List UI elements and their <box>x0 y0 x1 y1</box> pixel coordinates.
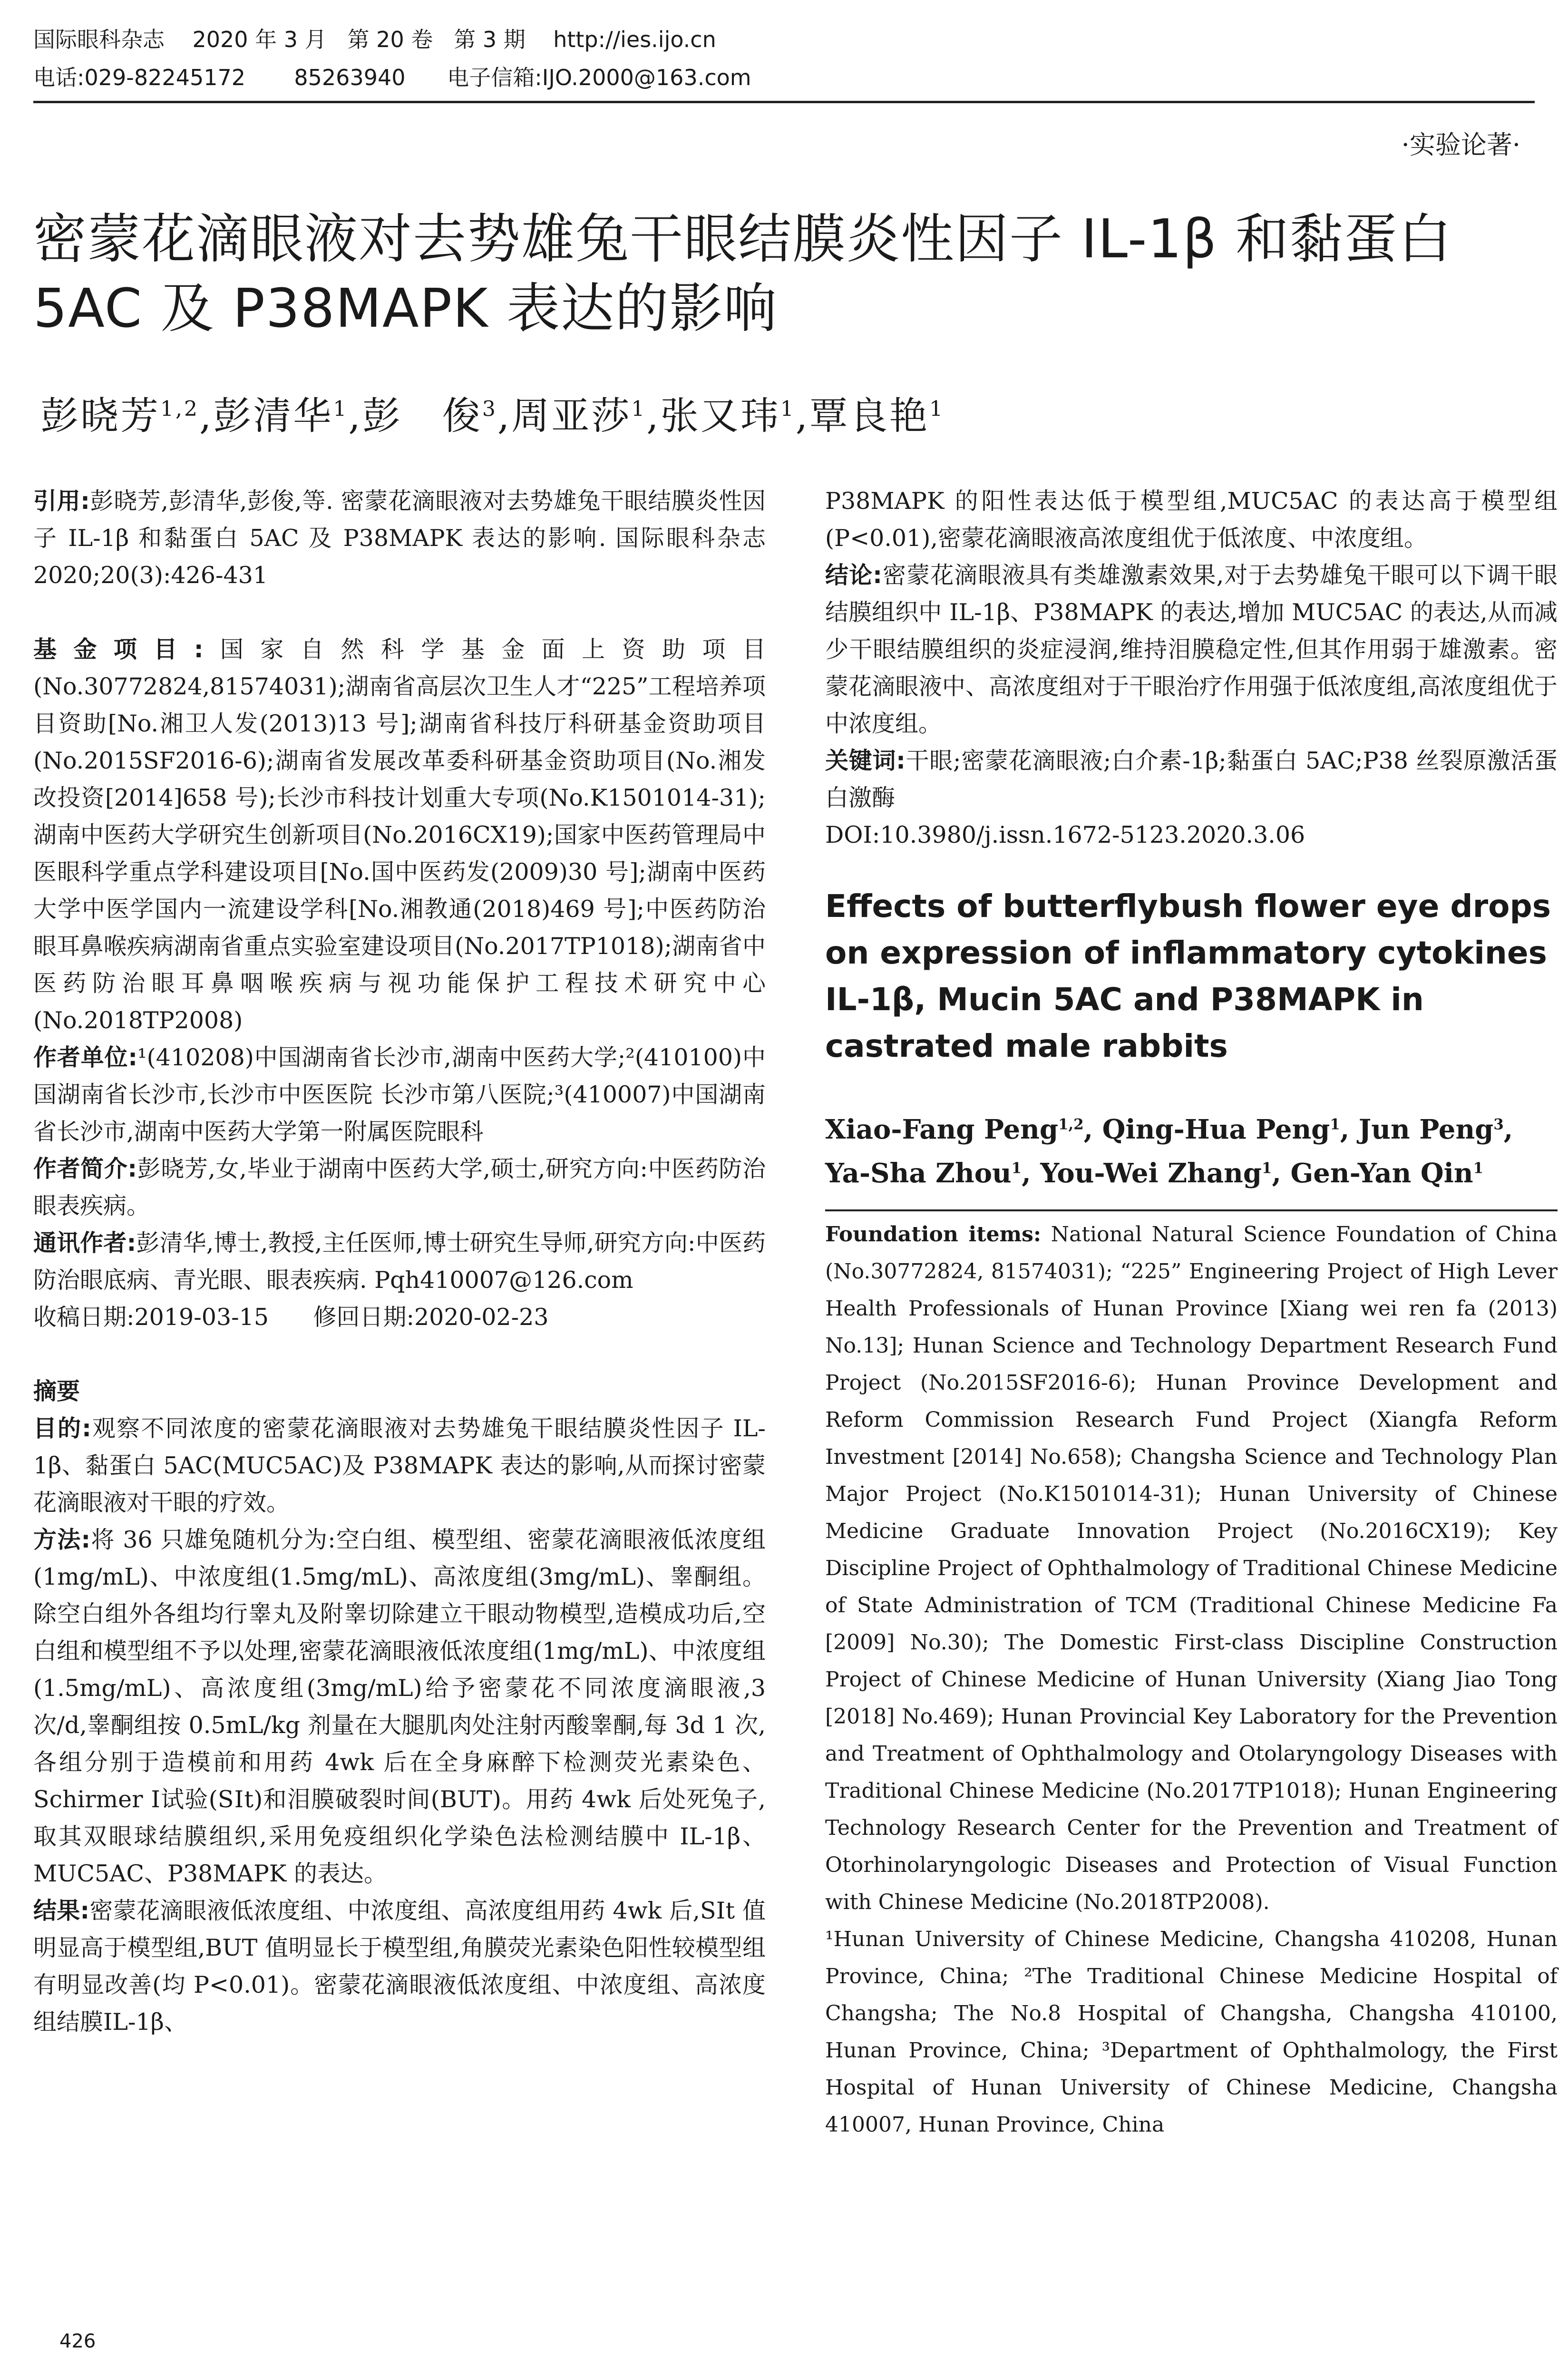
author-cn-affiliation-marker: 1,2 <box>160 397 199 421</box>
citation <box>33 483 766 594</box>
foundation-text: National Natural Science Foundation of China (No.30772824, 81574031); “225” Engineering Project of High Lever Health Professionals of Hunan Province [Xiang wei ren fa (2013) No.13]; Hunan Science and Technology Department Research Fund Project (No.2015SF2016-6); Hunan Province Development and Reform Commission Research Fund Project (Xiangfa Reform Investment [2014] No.658); Changsha Science and Technology Plan Major Project (No.K1501014-31); Hunan University of Chinese Medicine Graduate Innovation Project (No.2016CX19); Key Discipline Project of Ophthalmology of Traditional Chinese Medicine of State Administration of TCM (Traditional Chinese Medicine Fa [2009] No.30); The Domestic First-class Discipline Construction Project of Chinese Medicine of Hunan University (Xiang Jiao Tong [2018] No.469); Hunan Provincial Key Laboratory for the Prevention and Treatment of Ophthalmology and Otolaryngology Diseases with Traditional Chinese Medicine (No.2017TP1018); Hunan Engineering Technology Research Center for the Prevention and Treatment of Otorhinolaryngologic Diseases and Protection of Visual Function with Chinese Medicine (No.2018TP2008). <box>825 1222 1558 1914</box>
results-continued: P38MAPK 的阳性表达低于模型组,MUC5AC 的表达高于模型组(P<0.01),密蒙花滴眼液高浓度组优于低浓度、中浓度组。 <box>825 487 1558 552</box>
author-cn-name: 张又玮 <box>660 394 780 438</box>
author-en-affiliation-marker: 1 <box>1262 1159 1272 1177</box>
article-title: 密蒙花滴眼液对去势雄兔干眼结膜炎性因子 IL-1β 和黏蛋白 5AC 及 P38MAPK 表达的影响 <box>33 208 1452 340</box>
author-list-en: Xiao-Fang Peng$^{1,2}$, Qing-Hua Peng$^1$, Jun Peng$^3$, Ya-Sha Zhou$^1$, You-Wei Zhang$^1$, Gen-Yan Qin$^1$ <box>825 1114 1513 1189</box>
author-en-name: Qing-Hua Peng <box>1102 1114 1330 1145</box>
author-list-cn: 彭晓芳$^{1,2}$,彭清华$^1$,彭 俊$^3$,周亚莎$^1$,张又玮$^1$,覃良艳$^1$ <box>40 394 945 438</box>
author-cn-name: 周亚莎 <box>511 394 632 438</box>
english-authors-rule <box>825 1209 1558 1211</box>
affiliations-en: ¹Hunan University of Chinese Medicine, Changsha 410208, Hunan Province, China; ²The Traditional Chinese Medicine Hospital of Changsha; The No.8 Hospital of Changsha, Changsha 410100, Hunan Province, China; ³Department of Ophthalmology, the First Hospital of Hunan University of Chinese Medicine, Changsha 410007, Hunan Province, China <box>825 1927 1558 2137</box>
author-cn-affiliation-marker: 1 <box>780 397 796 421</box>
citation-label: 引用: <box>33 487 90 515</box>
right-column <box>825 483 1558 2143</box>
author-cn-name: 彭 俊 <box>362 394 482 438</box>
author-en-name: Xiao-Fang Peng <box>825 1114 1059 1145</box>
dates: 收稿日期:2019-03-15 修回日期:2020-02-23 <box>33 1304 549 1331</box>
author-cn-affiliation-marker: 1 <box>333 397 349 421</box>
author-en-name: Gen-Yan Qin <box>1290 1158 1473 1189</box>
keywords <box>825 742 1558 817</box>
unit-text: ¹(410208)中国湖南省长沙市,湖南中医药大学;²(410100)中国湖南省长沙市,长沙市中医医院 长沙市第八医院;³(410007)中国湖南省长沙市,湖南中医药大学第一附属医院眼科 <box>33 1044 766 1145</box>
page-number: 426 <box>59 2330 96 2352</box>
abstract-heading: 摘要 <box>33 1378 80 1405</box>
aim-label: 目的: <box>33 1415 91 1442</box>
author-cn-affiliation-marker: 1 <box>929 397 945 421</box>
bio-text: 彭晓芳,女,毕业于湖南中医药大学,硕士,研究方向:中医药防治眼表疾病。 <box>33 1155 766 1219</box>
journal-header-line1: 国际眼科杂志 2020 年 3 月 第 20 卷 第 3 期 http://ies.ijo.cn <box>33 27 716 52</box>
results-text: 密蒙花滴眼液低浓度组、中浓度组、高浓度组用药 4wk 后,SⅠt 值明显高于模型组,BUT 值明显长于模型组,角膜荧光素染色阳性较模型组有明显改善(均 P<0.01)。密蒙花滴眼液低浓度组、中浓度组、高浓度组结膜IL-1β、 <box>33 1897 766 2036</box>
left-column <box>33 483 766 2041</box>
foundation-label: Foundation items: <box>825 1222 1042 1247</box>
author-en-name: You-Wei Zhang <box>1040 1158 1262 1189</box>
aim-text: 观察不同浓度的密蒙花滴眼液对去势雄兔干眼结膜炎性因子 IL-1β、黏蛋白 5AC(MUC5AC)及 P38MAPK 表达的影响,从而探讨密蒙花滴眼液对干眼的疗效。 <box>33 1415 766 1516</box>
section-label: ·实验论著· <box>1401 130 1520 160</box>
corr-text: 彭清华,博士,教授,主任医师,博士研究生导师,研究方向:中医药防治眼底病、青光眼、眼表疾病. Pqh410007@126.com <box>33 1229 766 1294</box>
author-cn-name: 彭晓芳 <box>40 394 160 438</box>
keywords-label: 关键词: <box>825 747 906 774</box>
methods-label: 方法: <box>33 1526 91 1553</box>
author-unit <box>33 1039 766 1150</box>
author-en-name: Ya-Sha Zhou <box>825 1158 1012 1189</box>
author-cn-affiliation-marker: 1 <box>631 397 647 421</box>
header-rule <box>33 101 1535 103</box>
author-bio <box>33 1150 766 1225</box>
author-en-affiliation-marker: 1 <box>1473 1159 1484 1177</box>
author-en-name: Jun Peng <box>1358 1114 1494 1145</box>
methods-text: 将 36 只雄兔随机分为:空白组、模型组、密蒙花滴眼液低浓度组(1mg/mL)、中浓度组(1.5mg/mL)、高浓度组(3mg/mL)、睾酮组。除空白组外各组均行睾丸及附睾切除建立干眼动物模型,造模成功后,空白组和模型组不予以处理,密蒙花滴眼液低浓度组(1mg/mL)、中浓度组(1.5mg/mL)、高浓度组(3mg/mL)给予密蒙花不同浓度滴眼液,3 次/d,睾酮组按 0.5mL/kg 剂量在大腿肌肉处注射丙酸睾酮,每 3d 1 次,各组分别于造模前和用药 4wk 后在全身麻醉下检测荧光素染色、Schirmer Ⅰ试验(SⅠt)和泪膜破裂时间(BUT)。用药 4wk 后处死兔子,取其双眼球结膜组织,采用免疫组织化学染色法检测结膜中 IL-1β、MUC5AC、P38MAPK 的表达。 <box>33 1526 766 1887</box>
english-title: Effects of butterflybush flower eye drops on expression of inflammatory cytokines IL-1β, Mucin 5AC and P38MAPK in castrated male rabbits <box>825 888 1551 1064</box>
results-label: 结果: <box>33 1897 90 1924</box>
conclusion-text: 密蒙花滴眼液具有类雄激素效果,对于去势雄兔干眼可以下调干眼结膜组织中 IL-1β、P38MAPK 的表达,增加 MUC5AC 的表达,从而减少干眼结膜组织的炎症浸润,维持泪膜稳定性,但其作用弱于雄激素。密蒙花滴眼液中、高浓度组对于干眼治疗作用强于低浓度组,高浓度组优于中浓度组。 <box>825 562 1558 737</box>
author-cn-name: 覃良艳 <box>809 394 930 438</box>
aim <box>33 1410 766 1521</box>
foundation-items <box>825 1216 1558 1921</box>
citation-text: 彭晓芳,彭清华,彭俊,等. 密蒙花滴眼液对去势雄兔干眼结膜炎性因子 IL-1β 和黏蛋白 5AC 及 P38MAPK 表达的影响. 国际眼科杂志 2020;20(3):426-431 <box>33 487 766 589</box>
bio-label: 作者简介: <box>33 1155 137 1182</box>
results <box>33 1892 766 2041</box>
keywords-text: 干眼;密蒙花滴眼液;白介素-1β;黏蛋白 5AC;P38 丝裂原激活蛋白激酶 <box>825 747 1558 811</box>
author-cn-affiliation-marker: 3 <box>482 397 497 421</box>
conclusion-label: 结论: <box>825 562 882 589</box>
author-cn-name: 彭清华 <box>213 394 333 438</box>
fund-label: 基金项目: <box>33 636 204 663</box>
corresponding-author <box>33 1225 766 1299</box>
journal-header-line2: 电话:029-82245172 85263940 电子信箱:IJO.2000@163.com <box>33 65 751 90</box>
doi[interactable]: DOI:10.3980/j.issn.1672-5123.2020.3.06 <box>825 821 1305 848</box>
fund <box>33 631 766 1039</box>
author-en-affiliation-marker: 1 <box>1011 1159 1022 1177</box>
methods <box>33 1521 766 1892</box>
author-en-affiliation-marker: 1 <box>1330 1116 1340 1133</box>
corr-label: 通讯作者: <box>33 1229 136 1257</box>
conclusion <box>825 557 1558 742</box>
author-en-affiliation-marker: 1,2 <box>1058 1116 1084 1133</box>
author-en-affiliation-marker: 3 <box>1493 1116 1504 1133</box>
unit-label: 作者单位: <box>33 1044 137 1071</box>
fund-text: 国家自然科学基金面上资助项目(No.30772824,81574031);湖南省高层次卫生人才“225”工程培养项目资助[No.湘卫人发(2013)13 号];湖南省科技厅科研基金资助项目(No.2015SF2016-6);湖南省发展改革委科研基金资助项目(No.湘发改投资[2014]658 号);长沙市科技计划重大专项(No.K1501014-31);湖南中医药大学研究生创新项目(No.2016CX19);国家中医药管理局中医眼科学重点学科建设项目[No.国中医药发(2009)30 号];湖南中医药大学中医学国内一流建设学科[No.湘教通(2018)469 号];中医药防治眼耳鼻喉疾病湖南省重点实验室建设项目(No.2017TP1018);湖南省中医药防治眼耳鼻咽喉疾病与视功能保护工程技术研究中心(No.2018TP2008) <box>33 636 766 1034</box>
